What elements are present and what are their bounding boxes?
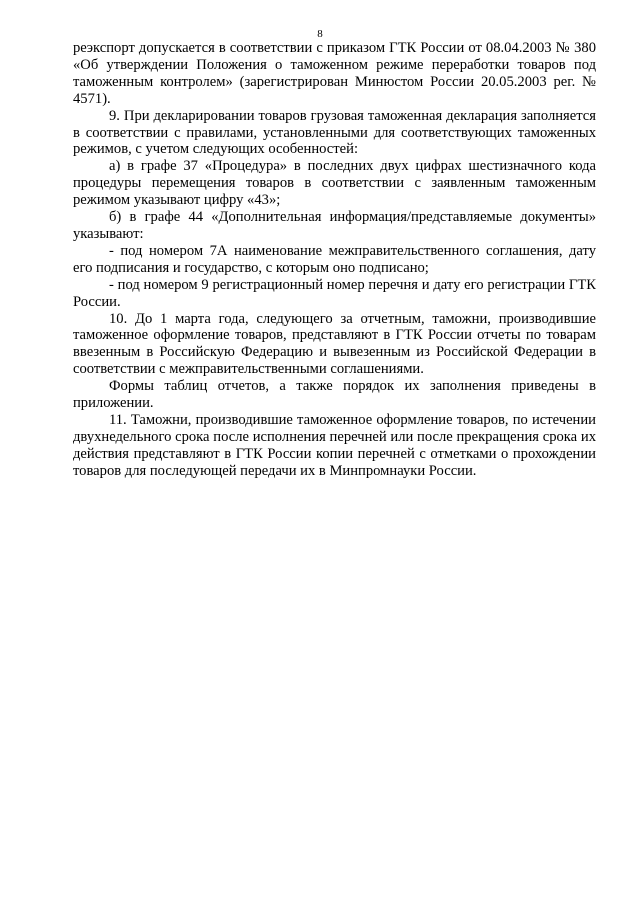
paragraph-item-10: 10. До 1 марта года, следующего за отчетным, таможни, производившие таможенное оформление товаров, представляют в ГТК России отчеты по товарам ввезенным в Российскую Федерацию и вывезенным из Российской Федерации в соответствии с межправительственными соглашениями. [73, 310, 596, 378]
paragraph-subitem-b: б) в графе 44 «Дополнительная информация/представляемые документы» указывают: [73, 209, 596, 242]
document-body [73, 40, 596, 480]
paragraph-report-forms: Формы таблиц отчетов, а также порядок их заполнения приведены в приложении. [73, 378, 596, 412]
paragraph-bullet-7a: - под номером 7А наименование межправительственного соглашения, дату его подписания и государство, с которым оно подписано; [73, 242, 596, 276]
paragraph-subitem-a: а) в графе 37 «Процедура» в последних двух цифрах шестизначного кода процедуры перемещения товаров в соответствии с заявленным таможенным режимом указывают цифру «43»; [73, 158, 596, 209]
paragraph-item-11: 11. Таможни, производившие таможенное оформление товаров, по истечении двухнедельного срока после исполнения перечней или после прекращения срока их действия представляют в ГТК России копии перечней с отметками о прохождении товаров для последующей передачи их в Минпромнауки России. [73, 411, 596, 479]
paragraph-item-9: 9. При декларировании товаров грузовая таможенная декларация заполняется в соответствии с правилами, установленными для соответствующих таможенных режимов, с учетом следующих особенностей: [73, 107, 596, 158]
page-number: 8 [317, 28, 323, 40]
paragraph-bullet-9: - под номером 9 регистрационный номер перечня и дату его регистрации ГТК России. [73, 276, 596, 310]
paragraph-reexport-continuation: реэкспорт допускается в соответствии с приказом ГТК России от 08.04.2003 № 380 «Об утверждении Положения о таможенном режиме переработки товаров под таможенным контролем» (зарегистрирован Минюстом России 20.05.2003 рег. № 4571). [73, 40, 596, 107]
